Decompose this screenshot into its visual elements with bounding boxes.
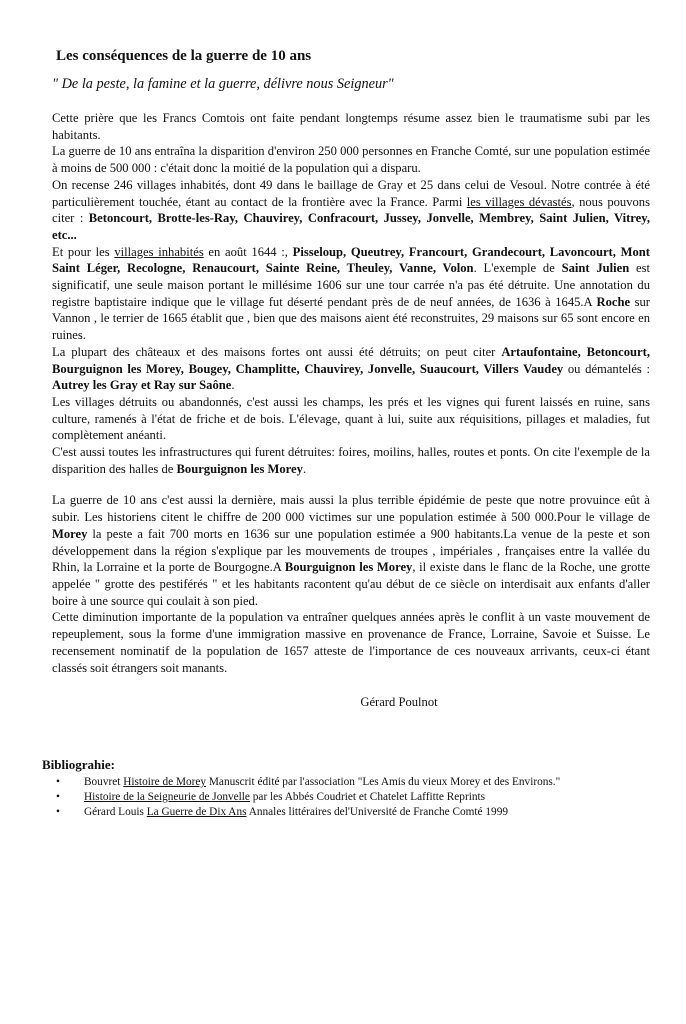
bold-place-names: Bourguignon les Morey — [284, 560, 413, 575]
text-run: La guerre de 10 ans c'est aussi la dernière, mais aussi la plus terrible épidémie de peste que notre provuince eût à subir. Les historiens citent le chiffre de 200 000 victimes sur une population estimée à 500 000.Pour le village de — [52, 493, 650, 525]
bibliography-item — [56, 790, 650, 805]
bold-place-names: Saint Julien — [561, 261, 630, 276]
page-title: Les conséquences de la guerre de 10 ans — [56, 48, 312, 64]
text-run: la peste a fait 700 morts en 1636 sur une population estimée a 900 habitants.La venue de la peste et son développement dans la région s'explique par les mouvements de troupes , impériales , françaises entre la vallée du Rhin, la Lorraine et la porte de Bourgogne.A — [52, 526, 650, 575]
underlined-text: La Guerre de Dix Ans — [146, 805, 247, 818]
text-run: est significatif, une seule maison portant le millésime 1606 sur une tour carrée n'a pas été détruite. Une annotation du registre baptistaire indique que le village fut déserté pendant près de de neuf années, de 1636 à 1645.A — [52, 261, 650, 309]
text-run: . L'exemple de — [473, 261, 562, 276]
text-run: Manuscrit édité par l'association "Les Amis du vieux Morey et des Environs." — [206, 775, 561, 788]
text-run: , nous pouvons citer : — [52, 194, 650, 226]
paragraph — [52, 344, 650, 394]
text-run: sur Vannon , le terrier de 1665 établit que , bien que des maisons aient été reconstruites, 29 maisons sur 65 sont encore en ruines. — [52, 294, 650, 343]
text-run: Et pour les — [52, 244, 115, 259]
text-run: , il existe dans le flanc de la Roche, une grotte appelée " grotte des pestiférés " et les habitants racontent qu'au début de ce siècle on interdisait aux enfants d'aller boire à une source qui coulait à son pied. — [52, 560, 650, 608]
bold-place-names: Morey — [52, 526, 88, 541]
bullet-icon: • — [56, 790, 60, 803]
paragraph — [52, 177, 650, 244]
text-run: Gérard Louis — [84, 805, 147, 818]
bold-place-names: Autrey les Gray et Ray sur Saône — [52, 378, 232, 393]
text-run: en août 1644 :, — [203, 244, 293, 259]
bold-place-names: Betoncourt, Brotte-les-Ray, Chauvirey, Confracourt, Jussey, Jonvelle, Membrey, Saint Julien, Vitrey, etc... — [52, 211, 650, 242]
text-run: Les villages détruits ou abandonnés, c'est aussi les champs, les prés et les vignes qui furent laissés en ruine, sans culture, ramenés à l'état de friche et de bois. L'élevage, quant à lui, suite aux réquisitions, pillages et maladies, fut complètement anéanti. — [52, 394, 650, 443]
text-run: Cette prière que les Francs Comtois ont faite pendant longtemps résume assez bien le traumatisme subi par les habitants. — [52, 111, 650, 142]
bold-place-names: Bourguignon les Morey — [176, 461, 303, 476]
paragraph — [52, 143, 650, 176]
paragraph — [52, 609, 650, 676]
bullet-icon: • — [56, 775, 60, 788]
bibliography-list — [52, 775, 650, 820]
paragraph — [52, 492, 650, 609]
bibliography-item — [56, 775, 650, 790]
bibliography-title: Bibliograhie: — [42, 756, 115, 772]
text-run: Cette diminution importante de la population va entraîner quelques années après le conflit à un vaste mouvement de repeuplement, sous la forme d'une immigration massive en provenance de France, Lorraine, Savoie et Suisse. Le recensement nominatif de la population de 1657 atteste de l'importance de ces nouveaux arrivants, ceux-ci étant classés soit étrangers soit manants. — [52, 610, 650, 675]
bold-place-names: Roche — [596, 294, 631, 309]
underlined-text: les villages dévastés — [466, 194, 572, 209]
text-run: Bouvret — [84, 775, 124, 788]
text-run: . — [231, 378, 235, 393]
body-text — [52, 110, 650, 676]
bibliography-item — [56, 805, 650, 820]
text-run: . — [302, 461, 307, 476]
bold-place-names: Artaufontaine, Betoncourt, Bourguignon les Morey, Bougey, Champlitte, Chauvirey, Jonvelle, Suaucourt, Villers Vaudey — [52, 344, 650, 376]
underlined-text: Histoire de la Seigneurie de Jonvelle — [84, 790, 250, 803]
bold-place-names: Pisseloup, Queutrey, Francourt, Grandecourt, Lavoncourt, Mont Saint Léger, Recologne, Renaucourt, Sainte Reine, Theuley, Vanne, Volon — [52, 244, 650, 276]
text-run: par les Abbés Coudriet et Chatelet Laffitte Reprints — [249, 790, 486, 803]
underlined-text: Histoire de Morey — [123, 775, 207, 788]
bullet-icon: • — [56, 805, 60, 818]
paragraph — [52, 110, 650, 143]
paragraph — [52, 444, 650, 477]
author-signature: Gérard Poulnot — [360, 695, 438, 710]
text-run: La guerre de 10 ans entraîna la disparition d'environ 250 000 personnes en Franche Comté, sur une population estimée à moins de 500 000 : c'était donc la moitié de la population qui a disparu. — [52, 144, 650, 176]
epigraph-quote: " De la peste, la famine et la guerre, délivre nous Seigneur" — [52, 76, 394, 92]
text-run: C'est aussi toutes les infrastructures qui furent détruites: foires, moilins, halles, routes et ponts. On cite l'exemple de la disparition des halles de — [52, 445, 650, 476]
text-run: ou démantelés : — [563, 361, 650, 376]
text-run: La plupart des châteaux et des maisons fortes ont aussi été détruits; on peut citer — [52, 344, 502, 359]
underlined-text: villages inhabités — [114, 244, 204, 259]
paragraph — [52, 394, 650, 444]
text-run: On recense 246 villages inhabités, dont 49 dans le baillage de Gray et 25 dans celui de Vesoul. Notre contrée à été particulièrement touchée, étant au contact de la frontière avec la France. Parmi — [52, 177, 650, 209]
paragraph — [52, 244, 650, 344]
text-run: Annales littéraires del'Université de Franche Comté 1999 — [246, 805, 508, 818]
